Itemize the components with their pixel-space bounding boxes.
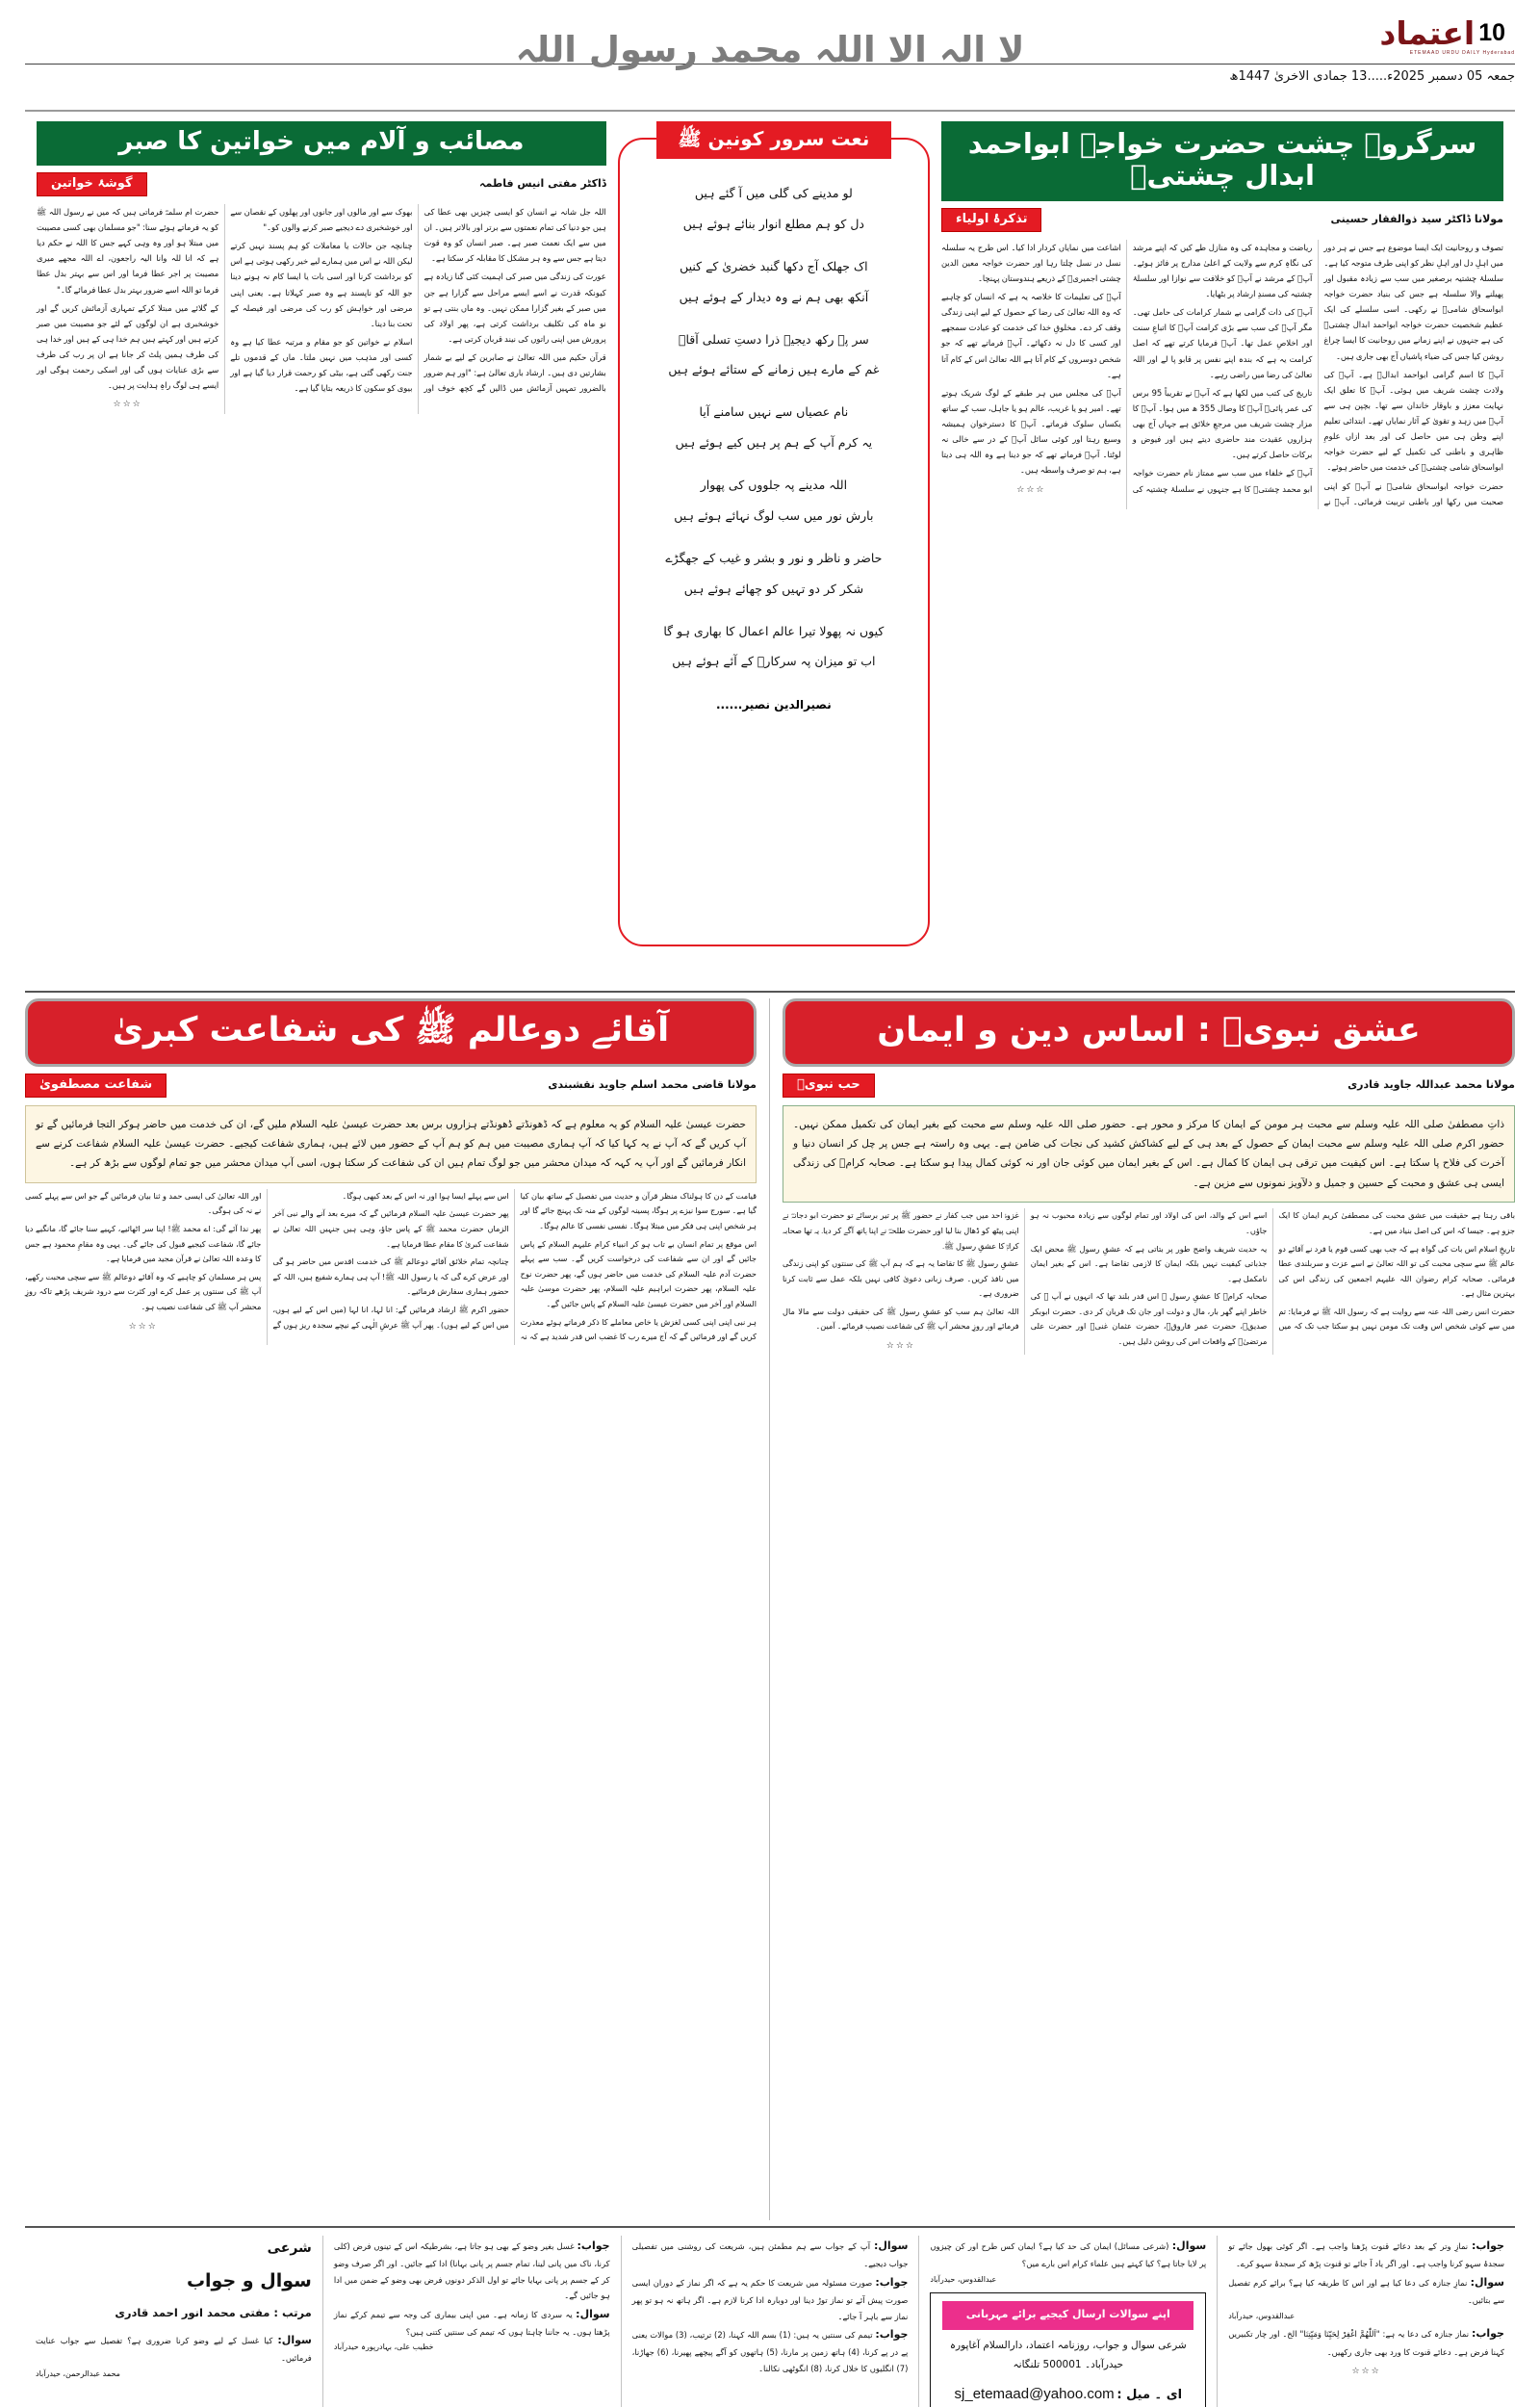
qa-asker: خطیب علی، بہادرپورہ حیدرآباد — [333, 2342, 434, 2352]
publication-logo-subtitle: ETEMAAD URDU DAILY Hyderabad — [1409, 50, 1515, 56]
qa-question-text: یہ سردی کا زمانہ ہے۔ میں اپنی بیماری کی وجہ سے تیمم کرکے نماز پڑھتا ہوں۔ یہ جاننا چاہتا ہوں کہ تیمم کی سنتیں کتنی ہیں؟ — [333, 2309, 610, 2338]
qa-editor-credit: مرتب : مفتی محمد انور احمد قادری — [115, 2306, 312, 2320]
paragraph: چنانچہ تمام خلائق آقائے دوعالم ﷺ کی خدمت اقدس میں حاضر ہو گی اور عرض کرے گی کہ یا رسول اللہ ﷺ! آپ ہی ہمارے شفیع ہیں، اللہ کے حضور ہماری سفارش فرمائیے۔ — [272, 1256, 509, 1297]
naat-line: غم کے مارے ہیں زمانے کے ستائے ہوئے ہیں — [668, 362, 880, 377]
article-naat — [606, 121, 941, 985]
qa-question-label: سوال: — [1171, 2239, 1207, 2252]
paragraph: حضرت خواجہ ابواسحاق شامیؒ نے آپؒ کو اپنی صحبت میں رکھا اور باطنی تربیت فرمائی۔ آپؒ نے ریاضت و مجاہدہ کی وہ منازل طے کیں کہ اپنے مرشد کی نگاہِ کرم سے ولایت کے اعلیٰ مدارج پر فائز ہوئے۔ آپؒ کے مرشد نے آپؒ کو خلافت سے نوازا اور سلسلۂ چشتیہ کی مسندِ ارشاد پر بٹھایا۔ — [1132, 242, 1503, 506]
qa-answer-text: نماز جنازہ کی دعا یہ ہے: "اَللّٰھُمَّ اغْفِرْ لِحَیِّنَا وَمَیِّتِنَا" الخ۔ اور چار تکبیریں کہنا فرض ہے۔ دعائے قنوت کا ورد بھی جاری رکھیں۔ — [1228, 2329, 1504, 2357]
paragraph: اسلام نے خواتین کو جو مقام و مرتبہ عطا کیا ہے وہ کسی اور مذہب میں نہیں ملتا۔ ماں کے قدموں تلے جنت رکھی گئی ہے، بیٹی کو رحمت قرار دیا گیا ہے اور بیوی کو سکون کا ذریعہ بتایا گیا ہے۔ — [230, 336, 413, 394]
naat-line: نام عصیاں سے نہیں سامنے آیا — [699, 404, 849, 420]
masaib-byline: ڈاکٹر مفتی انیس فاطمہ — [479, 176, 606, 190]
issue-date: جمعہ 05 دسمبر 2025ء.....13 جمادی الاخریٰ 1447ھ — [1229, 69, 1515, 84]
paragraph: اللہ تعالیٰ ہم سب کو عشقِ رسول ﷺ کی حقیقی دولت سے مالا مال فرمائے اور روزِ محشر آپ ﷺ کی شفاعت نصیب فرمائے۔ آمین۔ — [783, 1306, 1019, 1332]
naat-couplet — [633, 616, 914, 678]
qa-question — [930, 2236, 1206, 2272]
qa-question-label: سوال: — [873, 2239, 909, 2252]
naat-line: بارش نور میں سب لوگ نہائے ہوئے ہیں — [674, 507, 874, 523]
contact-address-line2: حیدرآباد۔ 500001 تلنگانہ — [1013, 2358, 1124, 2370]
paragraph: پس ہر مسلمان کو چاہیے کہ وہ آقائے دوعالم ﷺ سے سچی محبت رکھے، آپ ﷺ کی سنتوں پر عمل کرے اور کثرت سے درود شریف پڑھے تاکہ روزِ محشر آپ ﷺ کی شفاعت نصیب ہو۔ — [25, 1271, 262, 1311]
khwaja-section-tag: تذکرۂ اولیاء — [941, 208, 1041, 232]
qa-columns — [25, 2236, 1515, 2407]
qa-column — [918, 2236, 1217, 2407]
qa-question-label: سوال: — [1470, 2275, 1504, 2289]
naat-line: اللہ مدینے پہ جلووں کی پھوار — [700, 478, 848, 492]
paragraph: قیامت کے دن کا ہولناک منظر قرآن و حدیث میں تفصیل کے ساتھ بیان کیا گیا ہے۔ سورج سوا نیزے پر ہوگا، پسینہ لوگوں کے منہ تک پہنچ جائے گا اور ہر شخص اپنی ہی فکر میں مبتلا ہوگا۔ نفسی نفسی کا عالم ہوگا۔ — [520, 1190, 757, 1231]
contact-email-label: ای ۔ میل : — [1116, 2387, 1183, 2402]
shafaat-headline: آقائے دوعالم ﷺ کی شفاعت کبریٰ — [25, 998, 757, 1067]
qa-question-text: آپ کے جواب سے ہم مطمئن ہیں، شریعت کی روشنی میں تفصیلی جواب دیجیے۔ — [631, 2241, 909, 2269]
paragraph: پھر حضرت عیسیٰ علیہ السلام فرمائیں گے کہ میرے بعد آنے والے نبی آخر الزماں حضرت محمد ﷺ کے پاس جاؤ، وہی ہیں جنہیں اللہ تعالیٰ نے شفاعت کبریٰ کا مقام عطا فرمایا ہے۔ — [272, 1208, 509, 1249]
paragraph: قرآن حکیم میں اللہ تعالیٰ نے صابرین کے لیے بے شمار بشارتیں دی ہیں۔ ارشاد باری تعالیٰ ہے: "اور ہم ضرور بالضرور تمہیں آزمائش میں ڈالیں گے کچھ خوف اور بھوک سے اور مالوں اور جانوں اور پھلوں کے نقصان سے اور خوشخبری دے دیجیے صبر کرنے والوں کو۔" — [230, 206, 606, 394]
naat-couplet — [633, 251, 914, 313]
naat-poet-credit: نصیرالدین نصیر...... — [715, 698, 832, 712]
shafaat-byline: مولانا قاضی محمد اسلم جاوید نقشبندی — [548, 1077, 757, 1091]
paragraph: ہر نبی اپنی اپنی کسی لغزش یا خاص معاملے کا ذکر فرماتے ہوئے معذرت کریں گے اور فرمائیں گے کہ آج میرے رب کا غضب اس قدر شدید ہے کہ نہ اس سے پہلے ایسا ہوا اور نہ اس کے بعد کبھی ہوگا۔ — [342, 1190, 757, 1342]
paragraph: اس موقع پر تمام انسان بے تاب ہو کر انبیاء کرام علیہم السلام کے پاس جائیں گے اور ان سے شفاعت کی درخواست کریں گے۔ سب سے پہلے حضرت آدم علیہ السلام کی خدمت میں حاضر ہوں گے، پھر حضرت نوح علیہ السلام، پھر حضرت ابراہیم علیہ السلام، پھر حضرت موسیٰ علیہ السلام اور آخر میں حضرت عیسیٰ علیہ السلام کے پاس جائیں گے۔ — [520, 1238, 757, 1308]
qa-answer-text: غسل بغیر وضو کے بھی ہو جاتا ہے، بشرطیکہ اس کے تینوں فرض (کلی کرنا، ناک میں پانی لینا، تمام جسم پر پانی بہانا) ادا کیے جائیں۔ اور اگر صرف وضو کر کے جسم پر پانی بہایا جائے تو اول الذکر دونوں فرض بھی وضو کے ضمن میں ادا ہو جائیں گے۔ — [333, 2241, 610, 2301]
naat-couplet — [633, 178, 914, 240]
qa-question-label: سوال: — [277, 2333, 312, 2346]
qa-answer — [1228, 2323, 1504, 2360]
naat-line: لو مدینے کی گلی میں آ گئے ہیں — [694, 186, 853, 200]
qa-answer-label: جواب: — [875, 2328, 909, 2342]
submit-questions-box — [930, 2292, 1206, 2407]
article-masaib — [25, 121, 606, 985]
qa-column-header — [25, 2236, 322, 2407]
paragraph: اللہ جل شانہ نے انسان کو ایسی چیزیں بھی عطا کی ہیں جو دنیا کی تمام نعمتوں سے برتر اور بالاتر ہیں۔ ان میں سے ایک نعمت صبر ہے۔ صبر انسان کو وہ قوت دیتا ہے جس سے وہ ہر مشکل کا مقابلہ کر سکتا ہے۔ — [424, 206, 606, 264]
masaib-body — [37, 204, 606, 414]
qa-answer-text: نمازِ وتر کے بعد دعائے قنوت پڑھنا واجب ہے۔ اگر کوئی بھول جائے تو سجدۂ سہو کرنا واجب ہے۔ اور اگر یاد آ جائے تو قنوت پڑھ کر سجدۂ سہو کرے۔ — [1228, 2241, 1504, 2269]
naat-couplet — [633, 397, 914, 458]
paragraph: عشقِ رسول ﷺ کا تقاضا یہ ہے کہ ہم آپ ﷺ کی سنتوں کو اپنی زندگی میں نافذ کریں۔ صرف زبانی دعویٰ کافی نہیں بلکہ عمل سے ثابت کرنا ضروری ہے۔ — [783, 1258, 1019, 1299]
paragraph: صحابہ کرامؓ کا عشقِ رسول ﷺ اس قدر بلند تھا کہ انہوں نے آپ ﷺ کی خاطر اپنے گھر بار، مال و دولت اور جان تک قربان کر دی۔ حضرت ابوبکر صدیقؓ، حضرت عمر فاروقؓ، حضرت عثمان غنیؓ اور حضرت علی مرتضیٰؓ کے واقعات اس کی روشن دلیل ہیں۔ — [1030, 1291, 1268, 1346]
naat-line: آنکھ بھی ہم نے وہ دیدار کے ہوئے ہیں — [679, 289, 869, 304]
paragraph: کے گلائے میں مبتلا کرکے تمہاری آزمائش کریں گے اور خوشخبری ہے ان لوگوں کے لئے جو مصیبت میں صبر کرتے ہیں اور کہتے ہیں ہم خدا ہی کے ہیں اور خدا ہی کی طرف ہمیں پلٹ کر جانا ہے ان پر رب کی طرف سے بڑی عنایات ہوں گی اور اسکی رحمت ہوگی اور ایسے ہی لوگ راہِ ہدایت پر ہیں۔ — [37, 302, 219, 391]
qa-title-line1: شرعی — [267, 2240, 312, 2256]
masaib-section-tag: گوشۂ خواتین — [37, 172, 147, 196]
masaib-headline: مصائب و آلام میں خواتین کا صبر — [37, 121, 606, 166]
qa-asker: عبدالقدوس، حیدرآباد — [930, 2274, 997, 2284]
contact-address-line1: شرعی سوال و جواب، روزنامہ اعتماد، دارالسلام آغاپورہ — [949, 2339, 1187, 2351]
khwaja-meta — [941, 208, 1503, 232]
paragraph: غزوۂ احد میں جب کفار نے حضور ﷺ پر تیر برسائے تو حضرت ابو دجانہؓ نے اپنی پیٹھ کو ڈھال بنا لیا اور حضرت طلحہؓ نے اپنا ہاتھ آگے کر دیا۔ یہ تھا صحابہ کرامؓ کا عشقِ رسول ﷺ۔ — [783, 1210, 1019, 1251]
qa-question — [632, 2236, 909, 2272]
qa-answer-label: جواب: — [577, 2239, 610, 2252]
submit-questions-banner: اپنے سوالات ارسال کیجیے برائے مہربانی — [942, 2301, 1194, 2329]
qa-answer-text: تیمم کی سنتیں یہ ہیں: (1) بسم اللہ کہنا، (2) ترتیب، (3) موالات یعنی پے در پے کرنا، (4) ہاتھ زمین پر مارنا، (5) ہاتھوں کو آگے پیچھے پھیرنا، (6) جھاڑنا، (7) انگلیوں کا خلال کرنا، (8) انگوٹھی نکالنا۔ — [631, 2330, 909, 2373]
ishq-section-tag: حب نبویؐ — [783, 1074, 875, 1098]
naat-line: کیوں نہ پھولا تیرا عالم اعمال کا بھاری ہو گا — [663, 623, 885, 638]
paragraph: تصوف و روحانیت ایک ایسا موضوع ہے جس نے ہر دور میں اہلِ دل اور اہلِ نظر کو اپنی طرف متوجہ کیا ہے۔ سلسلۂ چشتیہ برصغیر میں سب سے زیادہ مقبول اور پھیلنے والا سلسلہ ہے جس کی بنیاد حضرت خواجہ ابواسحاق شامیؒ نے رکھی۔ اسی سلسلے کی ایک عظیم شخصیت حضرت خواجہ ابواحمد ابدال چشتیؒ کی ہے جنہوں نے اپنے زمانے میں روحانیت کا ایسا چراغ روشن کیا جس کی ضیاء پاشیاں آج بھی جاری ہیں۔ — [1323, 242, 1503, 361]
shafaat-section-tag: شفاعت مصطفویٰ — [25, 1074, 167, 1098]
top-section — [0, 114, 1540, 985]
article-shafaat — [25, 998, 770, 2220]
shafaat-pullquote: حضرت عیسیٰ علیہ السلام کو یہ معلوم ہے کہ ڈھونڈتے ڈھونڈتے ہزاروں برس بعد حضرت عیسیٰ علیہ السلام ملیں گے، ان کی خدمت میں حاضر ہوکر التجا فرمائیں گے تو آپ کریں گے کہ آپ نے یہ کہا کیا کہ آپ ہماری مصیبت میں ہم کو ہم آپ کے حضور میں لائے ہیں، ہماری شفاعت کیجیے۔ حضرت عیسیٰ علیہ السلام شفاعت کرنے سے انکار فرمائیں گے اور آپ یہ کہہ کہ میدان محشر میں جو لوگ تمام ہیں ان کی شفاعت کر سکتا ہوں، اسی آپ میدان محشر میں جو تمام لوگوں سے بڑھ کر ہے۔ — [25, 1105, 757, 1183]
qa-question-label: سوال: — [576, 2307, 610, 2320]
khwaja-body — [941, 240, 1503, 509]
qa-answer-label: جواب: — [1471, 2239, 1504, 2252]
kalima-tayyaba: لا الہ الا اللہ محمد رسول اللہ — [515, 29, 1025, 70]
paragraph: پھر ندا آئے گی: اے محمد ﷺ! اپنا سر اٹھائیے، کہیے سنا جائے گا، مانگیے دیا جائے گا، شفاعت کیجیے قبول کی جائے گی۔ یہی وہ مقامِ محمود ہے جس کا وعدہ اللہ تعالیٰ نے قرآن مجید میں فرمایا ہے۔ — [25, 1224, 262, 1264]
naat-line: اک جھلک آج دکھا گنبد خضریٰ کے کنیں — [680, 258, 868, 273]
end-ornament: ☆☆☆ — [113, 400, 142, 410]
qa-answer — [632, 2324, 909, 2376]
qa-question — [334, 2304, 610, 2341]
qa-question-text: نمازِ جنازہ کی دعا کیا ہے اور اس کا طریقہ کیا ہے؟ برائے کرم تفصیل سے بتائیں۔ — [1228, 2277, 1504, 2306]
end-ornament: ☆☆☆ — [1351, 2367, 1381, 2377]
paragraph: چنانچہ جن حالات یا معاملات کو ہم پسند نہیں کرتے لیکن اللہ نے اس میں ہمارے لیے خیر رکھی ہوتی ہے اس کو برداشت کرنا اور اسی بات یا ایسا کام نہ ہونے دینا جو اللہ کو ناپسند ہے وہ صبر کہلاتا ہے۔ یعنی اپنی مرضی اور خواہش کو رب کی مرضی اور فیصلہ کے تحت بنا دینا۔ — [230, 241, 413, 328]
qa-question — [1228, 2272, 1504, 2309]
naat-headline: نعت سرور کونین ﷺ — [656, 121, 890, 159]
naat-couplet — [633, 470, 914, 531]
khwaja-headline: سرگروہ چشت حضرت خواجہ ابواحمد ابدال چشتیؒ — [941, 121, 1503, 201]
naat-line: حاضر و ناظر و نور و بشر و غیب کے جھگڑے — [665, 550, 883, 565]
naat-line: دل کو ہم مطلع انوار بنائے ہوئے ہیں — [682, 216, 864, 231]
contact-email-address[interactable]: sj_etemaad@yahoo.com — [954, 2385, 1115, 2402]
masaib-meta — [37, 172, 606, 196]
qa-answer — [334, 2236, 610, 2304]
qa-column — [322, 2236, 621, 2407]
qa-section — [0, 2228, 1540, 2407]
naat-lines — [633, 178, 914, 677]
naat-couplet — [633, 543, 914, 605]
qa-heading-block — [36, 2236, 312, 2324]
qa-title-line2: سوال و جواب — [186, 2270, 312, 2292]
paragraph: آپؒ کی ذات گرامی بے شمار کرامات کی حامل تھی۔ مگر آپؒ کی سب سے بڑی کرامت آپؒ کا اتباعِ سنت اور اخلاصِ عمل تھا۔ آپؒ فرمایا کرتے تھے کہ اصل کرامت یہ ہے کہ بندہ اپنے نفس پر قابو پا لے اور اللہ تعالیٰ کی رضا میں راضی رہے۔ — [1132, 307, 1313, 379]
shafaat-meta — [25, 1074, 757, 1098]
qa-question — [36, 2330, 312, 2367]
naat-line: سر پہ رکھ دیجیے ذرا دستِ تسلی آقاؐ — [678, 331, 869, 347]
qa-answer-label: جواب: — [875, 2275, 909, 2289]
naat-line: یہ کرم آپ کے ہم پر ہیں کیے ہوئے ہیں — [675, 435, 873, 451]
naat-poem-box — [618, 138, 930, 946]
ishq-byline: مولانا محمد عبداللہ جاوید قادری — [1348, 1077, 1515, 1091]
masthead — [0, 0, 1540, 114]
paragraph: حضرت ام سلمہؓ فرماتی ہیں کہ میں نے رسول اللہ ﷺ کو یہ فرماتے ہوئے سنا: "جو مسلمان بھی کسی مصیبت میں مبتلا ہو اور وہ وہی کہے جس کا اللہ نے حکم دیا ہے کہ انا للہ وانا الیہ راجعون، اے اللہ مجھے میری مصیبت پر اجر عطا فرما اور اس سے بہتر بدل عطا فرما تو اللہ اسے ضرور بہتر بدل عطا فرمائے گا۔" — [37, 206, 219, 295]
middle-section — [0, 993, 1540, 2220]
naat-line: شکر کر دو تہیں کو چھائے ہوئے ہیں — [683, 581, 864, 596]
qa-column — [1217, 2236, 1515, 2407]
paragraph: یہ حدیث شریف واضح طور پر بتاتی ہے کہ عشقِ رسول ﷺ محض ایک جذباتی کیفیت نہیں بلکہ ایمان کا لازمی تقاضا ہے۔ اس کے بغیر ایمان نامکمل ہے۔ — [1030, 1243, 1268, 1283]
naat-line: اب تو میزان پہ سرکارؐ کے آئے ہوئے ہیں — [672, 654, 876, 669]
paragraph: تاریخِ اسلام اس بات کی گواہ ہے کہ جب بھی کسی قوم یا فرد نے آقائے دو عالم ﷺ سے سچی محبت کی تو اللہ تعالیٰ نے اسے عزت و سربلندی عطا فرمائی۔ صحابہ کرام رضوان اللہ علیہم اجمعین کی زندگی اس کی بہترین مثال ہے۔ — [1278, 1243, 1515, 1299]
article-ishq-nabvi — [770, 998, 1515, 2220]
qa-column — [621, 2236, 919, 2407]
ishq-pullquote: ذاتِ مصطفیٰ صلی اللہ علیہ وسلم سے محبت ہر مومن کے ایمان کا مرکز و محور ہے۔ حضور صلی اللہ علیہ وسلم سے محبت کیے بغیر ایمان کی تکمیل ممکن نہیں۔ حضور اکرم صلی اللہ علیہ وسلم سے محبت ایمان کے حصول کے بعد ہی کے لیے کشاکش کشید کی نجات کی ضامن ہے۔ یہی وہ راستہ ہے جس پر چل کر انسان دنیا و آخرت کی فلاح پا سکتا ہے۔ اس کیفیت میں ترقی ہی ایمان کا کمال ہے۔ اس کے بغیر ایمان میں کوئی جان اور نہ کوئی کمال پیدا ہو سکتا ہے۔ صحابہ کرامؓ کی زندگی ایسی ہی عشق و محبت کے حسین و جمیل و دلآویز نمونوں سے مزین ہے۔ — [783, 1105, 1515, 1204]
ishq-meta — [783, 1074, 1515, 1098]
qa-answer-text: صورت مسئولہ میں شریعت کا حکم یہ ہے کہ اگر نماز کے دوران ایسی صورت پیش آئے تو نماز توڑ دینا اور دوبارہ ادا کرنا لازم ہے۔ اگر ہاتھ نہ ہو تو پھر نماز سے باہر آ جائے۔ — [631, 2277, 909, 2321]
qa-answer — [1228, 2236, 1504, 2272]
publication-logo: اعتماد — [1379, 14, 1476, 52]
end-ornament: ☆☆☆ — [128, 1321, 158, 1332]
qa-question-text: کیا غسل کے لیے وضو کرنا ضروری ہے؟ تفصیل سے جواب عنایت فرمائیں۔ — [36, 2335, 312, 2364]
paragraph: آپؒ کا اسم گرامی ابواحمد ابدالؒ ہے۔ آپؒ کی ولادت چشت شریف میں ہوئی۔ آپؒ کا تعلق ایک نہایت معزز و باوقار خاندان سے تھا۔ بچپن ہی سے آپؒ میں زہد و تقویٰ کے آثار نمایاں تھے۔ ابتدائی تعلیم اپنے وطن ہی میں حاصل کی اور بعد ازاں علومِ ظاہری و باطنی کی تکمیل کے لیے حضرت خواجہ ابواسحاق شامی چشتیؒ کی خدمت میں حاضر ہوئے۔ — [1323, 369, 1503, 473]
ishq-body — [783, 1208, 1515, 1355]
shafaat-body — [25, 1189, 757, 1345]
article-khwaja — [941, 121, 1515, 985]
paragraph: آپؒ کی تعلیمات کا خلاصہ یہ ہے کہ انسان کو چاہیے کہ وہ اللہ تعالیٰ کی رضا کے حصول کے لیے اپنی زندگی وقف کر دے۔ مخلوقِ خدا کی خدمت کو عبادت سمجھے اور کسی کا دل نہ دکھائے۔ آپؒ فرماتے تھے کہ جو شخص دوسروں کے کام آتا ہے اللہ تعالیٰ اس کے کام آتا ہے۔ — [941, 292, 1121, 379]
qa-answer — [632, 2272, 909, 2324]
paragraph: حضرت انس رضی اللہ عنہ سے روایت ہے کہ رسول اللہ ﷺ نے فرمایا: تم میں سے کوئی شخص اس وقت تک مومن نہیں ہو سکتا جب تک کہ میں اسے اس کے والد، اس کی اولاد اور تمام لوگوں سے زیادہ محبوب نہ ہو جاؤں۔ — [1030, 1210, 1515, 1332]
khwaja-byline: مولانا ڈاکٹر سید ذوالفقار حسینی — [1330, 212, 1503, 225]
page-number: 10 — [1478, 19, 1505, 46]
paragraph: عورت کی زندگی میں صبر کی اہمیت کئی گنا زیادہ ہے کیونکہ قدرت نے اسے ایسے مراحل سے گزارا ہے جن میں صبر کے بغیر گزارا ممکن نہیں۔ وہ ماں بنتی ہے تو نو ماہ کی تکلیف برداشت کرتی ہے، پھر اولاد کی پرورش میں اپنی راتوں کی نیند قربان کرتی ہے۔ — [424, 272, 606, 344]
masthead-rule-bottom — [25, 110, 1515, 112]
end-ornament: ☆☆☆ — [1016, 484, 1046, 495]
paragraph: آپؒ کی مجلس میں ہر طبقے کے لوگ شریک ہوتے تھے۔ امیر ہو یا غریب، عالم ہو یا جاہل، سب کے ساتھ یکساں سلوک فرماتے۔ آپؒ کا دسترخوان ہمیشہ وسیع رہتا اور کوئی سائل آپؒ کے در سے خالی نہ لوٹتا۔ آپؒ فرماتے تھے کہ جو دینا ہے وہ اللہ ہی دیتا ہے، ہم تو صرف واسطہ ہیں۔ — [941, 387, 1121, 476]
qa-answer-label: جواب: — [1471, 2327, 1504, 2341]
ishq-headline: عشق نبویؐ : اساس دین و ایمان — [783, 998, 1515, 1067]
paragraph: حضور اکرم ﷺ ارشاد فرمائیں گے: انا لہا، انا لہا (میں اس کے لیے ہوں، میں اس کے لیے ہوں)۔ پھر آپ ﷺ عرشِ الٰہی کے نیچے سجدہ ریز ہوں گے اور اللہ تعالیٰ کی ایسی حمد و ثنا بیان فرمائیں گے جو اس سے پہلے کسی نے نہ کی ہوگی۔ — [25, 1190, 509, 1330]
naat-couplet — [633, 324, 914, 386]
qa-asker: عبدالقدوس، حیدرآباد — [1228, 2311, 1296, 2320]
end-ornament: ☆☆☆ — [886, 1341, 915, 1351]
paragraph: آپؒ کے خلفاء میں سب سے ممتاز نام حضرت خواجہ ابو محمد چشتیؒ کا ہے جنہوں نے سلسلۂ چشتیہ کی اشاعت میں نمایاں کردار ادا کیا۔ اس طرح یہ سلسلہ نسل در نسل چلتا رہا اور حضرت خواجہ معین الدین چشتی اجمیریؒ کے ذریعے ہندوستان پہنچا۔ — [941, 242, 1313, 494]
paragraph: تاریخ کی کتب میں لکھا ہے کہ آپؒ نے تقریباً 95 برس کی عمر پائی۔ آپؒ کا وصال 355 ھ میں ہوا۔ آپؒ کا مزار چشت شریف میں مرجعِ خلائق ہے جہاں آج بھی ہزاروں عقیدت مند حاضری دیتے ہیں اور فیوض و برکات حاصل کرتے ہیں۔ — [1132, 387, 1313, 460]
paragraph: باقی رہتا ہے حقیقت میں عشق محبت کی مصطفیٰ کریم ایمان کا ایک جزو ہے۔ جیسا کہ اس کی اصل بنیاد میں ہے۔ — [1278, 1210, 1515, 1235]
qa-question-text: (شرعی مسائل) ایمان کی حد کیا ہے؟ ایمان کس طرح اور کن چیزوں پر لایا جاتا ہے؟ کیا کہتے ہیں علماء کرام اس بارے میں؟ — [930, 2241, 1207, 2269]
qa-asker: محمد عبدالرحمن، حیدرآباد — [36, 2368, 120, 2378]
